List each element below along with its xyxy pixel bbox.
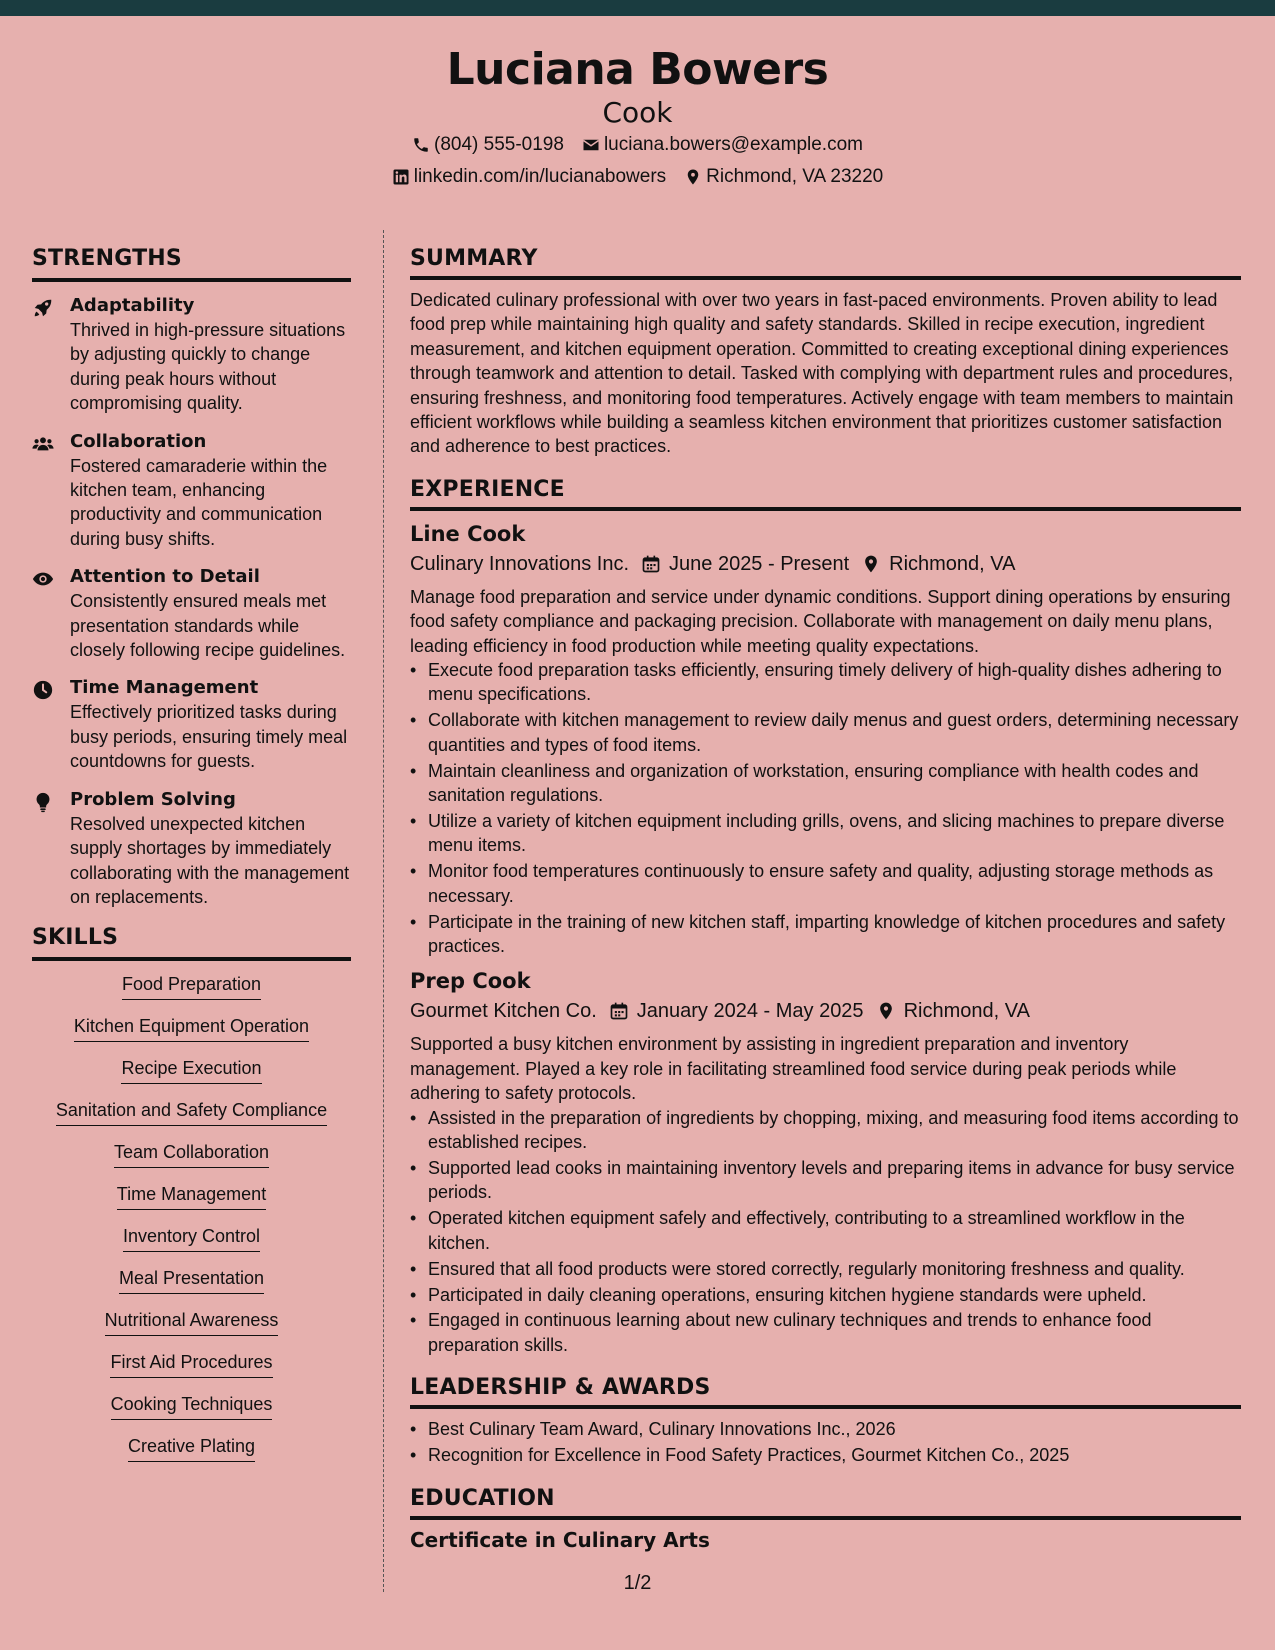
job-bullet: • Ensured that all food products were stored correctly, regularly monitoring freshness and quality. — [410, 1257, 1241, 1281]
experience-rule — [410, 507, 1241, 511]
skill-tag: Sanitation and Safety Compliance — [56, 1099, 327, 1126]
skill-tag: Inventory Control — [123, 1225, 260, 1252]
job-bullets — [410, 1106, 1241, 1358]
award-item: • Best Culinary Team Award, Culinary Innovations Inc., 2026 — [410, 1417, 1241, 1441]
strength-item — [32, 788, 351, 910]
skill-tag: Team Collaboration — [114, 1141, 269, 1168]
linkedin-contact[interactable] — [392, 166, 666, 188]
job-company: Gourmet Kitchen Co. — [410, 1000, 597, 1023]
awards-rule — [410, 1405, 1241, 1409]
job-meta — [410, 998, 1241, 1024]
job-company: Culinary Innovations Inc. — [410, 552, 630, 575]
awards-list — [410, 1417, 1241, 1467]
job-location: Richmond, VA — [889, 552, 1016, 575]
skill-tag: Meal Presentation — [119, 1267, 264, 1294]
users-icon — [32, 433, 54, 455]
job-location: Richmond, VA — [903, 1000, 1030, 1023]
job-meta — [410, 551, 1241, 577]
strength-name: Collaboration — [70, 430, 207, 452]
skills-rule — [32, 957, 351, 961]
education-degree: Certificate in Culinary Arts — [410, 1527, 710, 1552]
strength-desc: Thrived in high-pressure situations by adjusting quickly to change during peak hours without compromising quality. — [70, 320, 346, 414]
skills-heading: SKILLS — [32, 925, 119, 951]
job-dates: June 2025 - Present — [669, 552, 850, 575]
job-entry — [410, 966, 1241, 1357]
map-pin-icon — [876, 1001, 896, 1021]
strength-item — [32, 565, 351, 662]
phone-text: (804) 555-0198 — [434, 134, 564, 155]
map-pin-icon — [861, 554, 881, 574]
job-bullets — [410, 658, 1241, 958]
job-title: Prep Cook — [410, 969, 531, 994]
job-bullet: • Monitor food temperatures continuously to ensure safety and quality, adjusting storage methods as necessary. — [410, 859, 1241, 908]
phone-contact — [412, 134, 564, 156]
education-heading: EDUCATION — [410, 1485, 555, 1511]
job-bullet: • Execute food preparation tasks efficiently, ensuring timely delivery of high-quality dishes adhering to menu specifications. — [410, 658, 1241, 707]
column-divider — [383, 230, 384, 1592]
calendar-icon — [609, 1001, 629, 1021]
job-bullet: • Participate in the training of new kitchen staff, imparting knowledge of kitchen procedures and safety practices. — [410, 910, 1241, 959]
job-description: Supported a busy kitchen environment by assisting in ingredient preparation and inventory management. Played a key role in facilitating streamlined food service during peak periods while adhering to safety protocols. — [410, 1034, 1177, 1104]
contact-row-1 — [0, 134, 1275, 156]
strengths-heading: STRENGTHS — [32, 246, 182, 271]
job-bullet: • Collaborate with kitchen management to review daily menus and guest orders, determining necessary quantities and types of food items. — [410, 708, 1241, 757]
job-description: Manage food preparation and service under dynamic conditions. Support dining operations by ensuring food safety compliance and packaging precision. Collaborate with management on daily menu plans, leading efficiency in food production while meeting quality expectations. — [410, 586, 1231, 656]
resume-header — [0, 16, 1275, 204]
candidate-name: Luciana Bowers — [446, 44, 829, 95]
strength-name: Attention to Detail — [70, 566, 260, 588]
location-contact — [684, 166, 883, 188]
strength-name: Adaptability — [70, 295, 195, 316]
rocket-icon — [32, 297, 54, 319]
strength-name: Time Management — [70, 677, 259, 699]
summary-heading: SUMMARY — [410, 246, 538, 271]
skill-tag: Recipe Execution — [121, 1057, 261, 1084]
skill-tag: Food Preparation — [122, 973, 261, 1000]
award-item: • Recognition for Excellence in Food Safety Practices, Gourmet Kitchen Co., 2025 — [410, 1443, 1241, 1467]
strength-desc: Effectively prioritized tasks during busy periods, ensuring timely meal countdowns for guests. — [70, 702, 348, 772]
job-bullet: • Supported lead cooks in maintaining inventory levels and preparing items in advance for busy service periods. — [410, 1156, 1241, 1205]
job-bullet: • Assisted in the preparation of ingredients by chopping, mixing, and measuring food items according to established recipes. — [410, 1106, 1241, 1155]
map-pin-icon — [684, 168, 702, 186]
top-accent-bar — [0, 0, 1275, 16]
skill-tag: Time Management — [117, 1183, 266, 1210]
experience-heading: EXPERIENCE — [410, 476, 565, 502]
job-title: Line Cook — [410, 521, 526, 546]
strengths-rule — [32, 278, 351, 282]
skill-tag: Cooking Techniques — [111, 1393, 273, 1420]
right-column — [410, 246, 1241, 1552]
location-text: Richmond, VA 23220 — [706, 166, 884, 187]
summary-rule — [410, 276, 1241, 280]
education-rule — [410, 1516, 1241, 1520]
skill-tag: Creative Plating — [128, 1435, 255, 1462]
strength-item — [32, 430, 351, 552]
left-column — [32, 246, 351, 1477]
linkedin-text: linkedin.com/in/lucianabowers — [413, 166, 667, 187]
email-text: luciana.bowers@example.com — [603, 134, 863, 155]
job-dates: January 2024 - May 2025 — [636, 1000, 864, 1023]
strength-item — [32, 676, 351, 773]
skill-tag: Kitchen Equipment Operation — [74, 1015, 309, 1042]
job-bullet: • Operated kitchen equipment safely and effectively, contributing to a streamlined workflow in the kitchen. — [410, 1206, 1241, 1255]
strength-name: Problem Solving — [70, 788, 236, 810]
strength-desc: Fostered camaraderie within the kitchen team, enhancing productivity and communication during busy shifts. — [70, 455, 328, 549]
eye-icon — [32, 568, 54, 590]
clock-icon — [32, 679, 54, 701]
skill-tag: Nutritional Awareness — [105, 1309, 279, 1336]
strength-desc: Resolved unexpected kitchen supply shortages by immediately collaborating with the management on replacements. — [70, 813, 350, 907]
job-bullet: • Participated in daily cleaning operations, ensuring kitchen hygiene standards were upheld. — [410, 1283, 1241, 1307]
candidate-title: Cook — [602, 96, 673, 129]
calendar-icon — [641, 554, 661, 574]
page-indicator: 1/2 — [623, 1572, 652, 1594]
job-bullet: • Utilize a variety of kitchen equipment including grills, ovens, and slicing machines to prepare diverse menu items. — [410, 809, 1241, 858]
awards-heading: LEADERSHIP & AWARDS — [410, 1375, 711, 1401]
linkedin-icon — [392, 168, 410, 186]
summary-text: Dedicated culinary professional with over two years in fast-paced environments. Proven ability to lead food prep while maintaining high quality and safety standards. Skilled in recipe execution, ingredient measurement, and kitchen equipment operation. Committed to creating exceptional dining experiences through teamwork and attention to detail. Tasked with complying with department rules and procedures, ensuring freshness, and monitoring food temperatures. Actively engage with team members to maintain efficient workflows while building a seamless kitchen environment that prioritizes customer satisfaction and adherence to best practices. — [410, 290, 1234, 457]
phone-icon — [412, 136, 430, 154]
job-bullet: • Maintain cleanliness and organization of workstation, ensuring compliance with health codes and sanitation regulations. — [410, 759, 1241, 808]
lightbulb-icon — [32, 791, 54, 813]
envelope-icon — [582, 136, 600, 154]
strength-desc: Consistently ensured meals met presentation standards while closely following recipe guidelines. — [70, 591, 346, 661]
strength-item — [32, 294, 351, 416]
job-entry — [410, 519, 1241, 959]
skill-tag: First Aid Procedures — [110, 1351, 272, 1378]
contact-row-2 — [0, 166, 1275, 188]
email-contact[interactable] — [582, 134, 863, 156]
job-bullet: • Engaged in continuous learning about new culinary techniques and trends to enhance food preparation skills. — [410, 1308, 1241, 1357]
skills-list — [32, 973, 351, 1477]
